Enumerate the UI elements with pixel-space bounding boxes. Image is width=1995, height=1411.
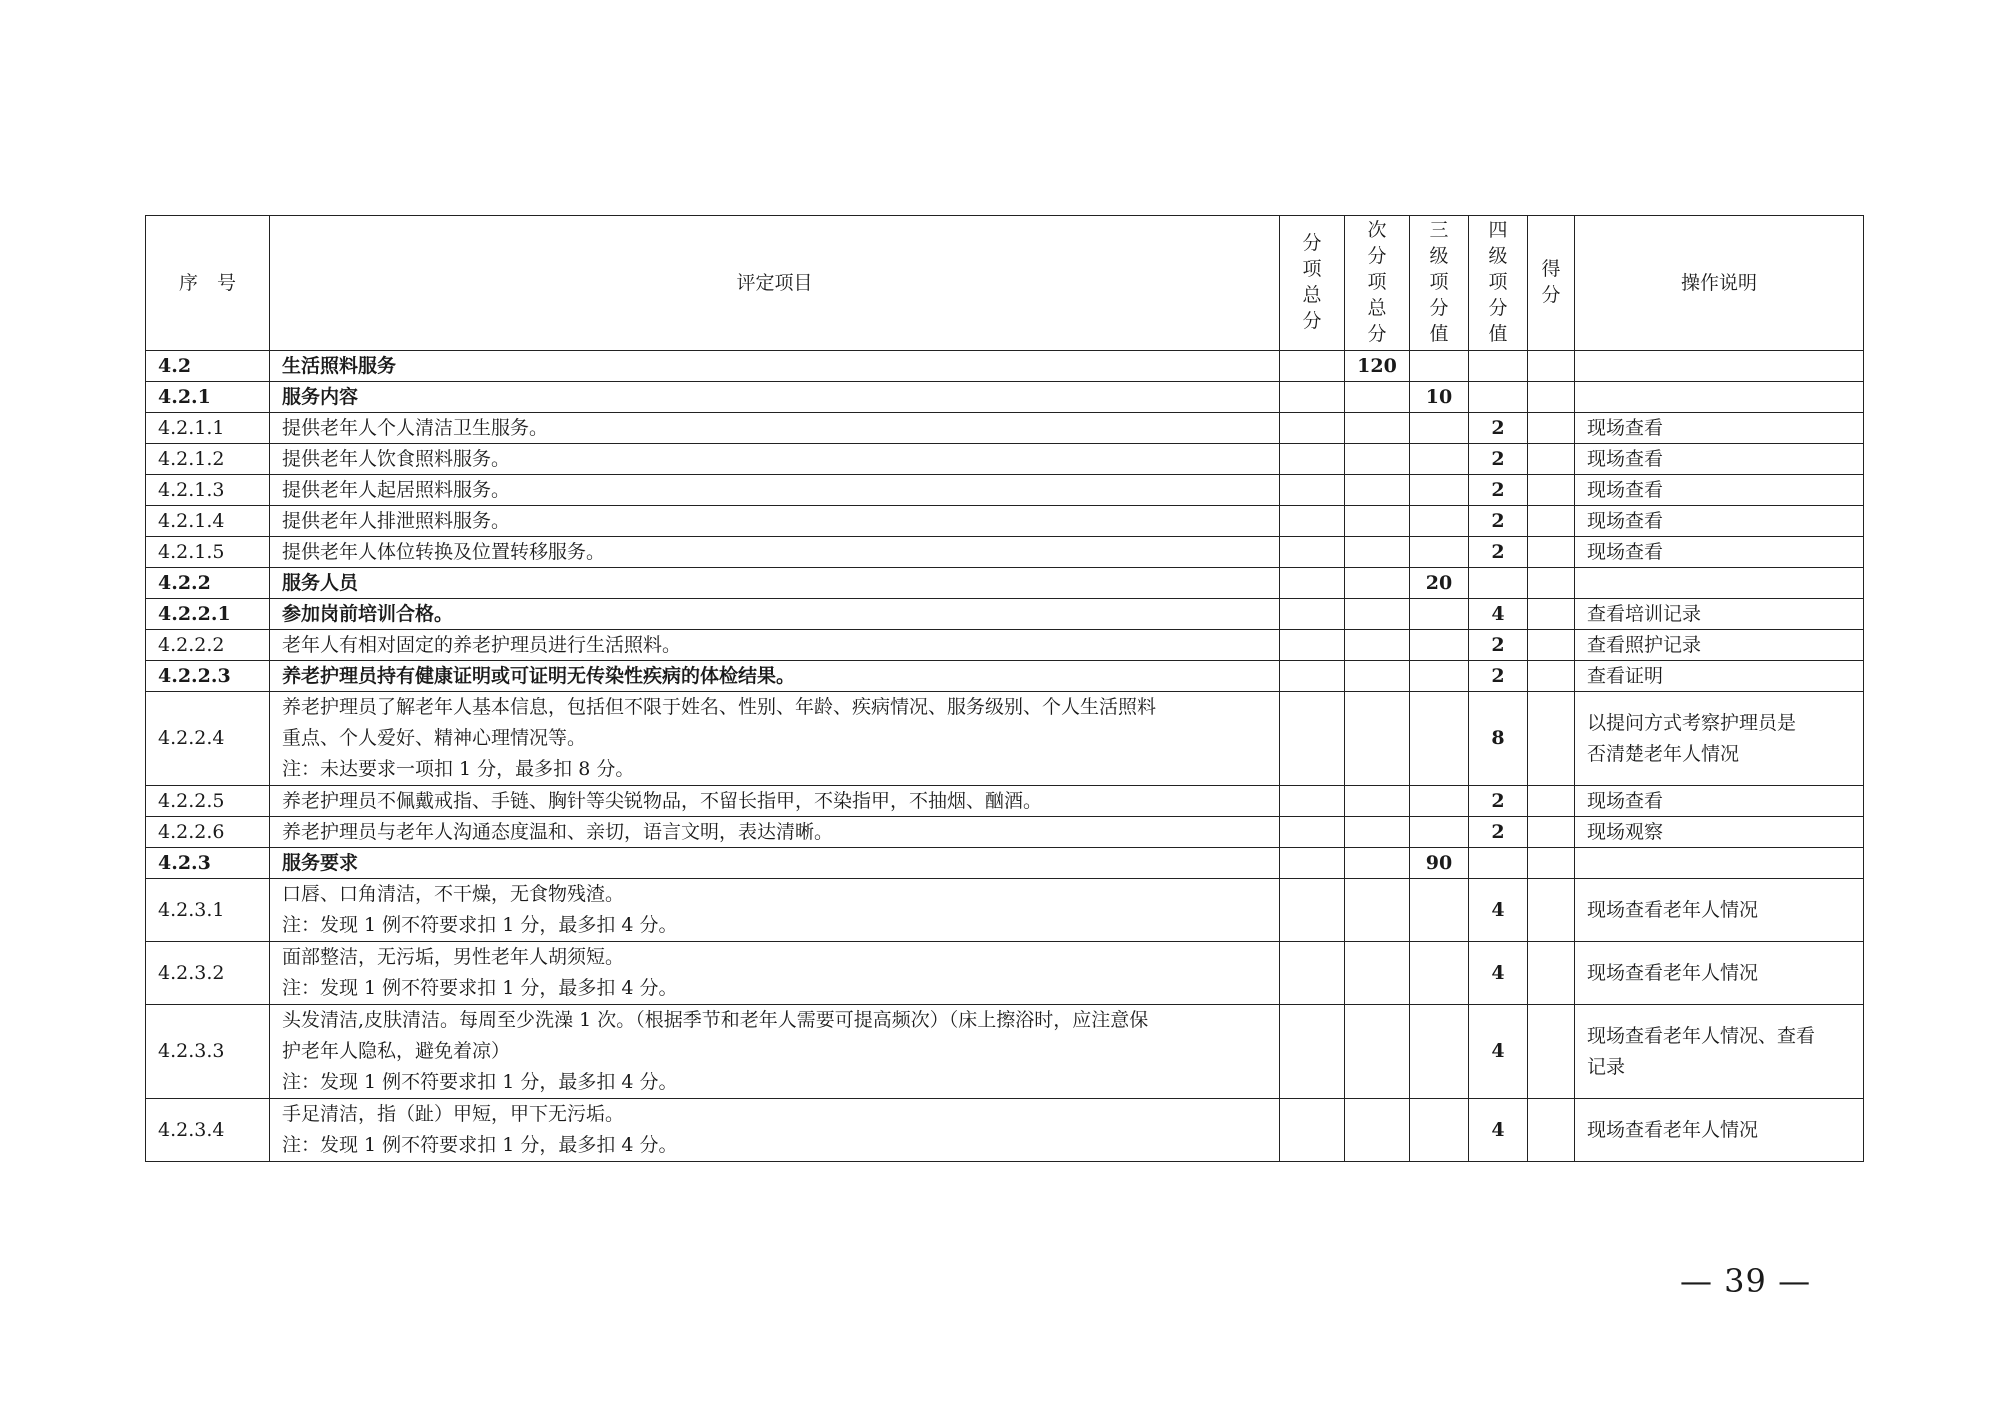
row-level3 [1410, 786, 1469, 817]
row-item [270, 1005, 1280, 1099]
row-level3: 20 [1410, 568, 1469, 599]
row-seq: 4.2.2.3 [146, 661, 270, 692]
item-text-line: 生活照料服务 [282, 355, 397, 377]
row-item [270, 568, 1280, 599]
row-sub-total [1280, 506, 1345, 537]
evaluation-table [145, 215, 1864, 1162]
row-note [1575, 786, 1864, 817]
row-score [1528, 382, 1575, 413]
row-score [1528, 879, 1575, 942]
row-next-total [1345, 382, 1410, 413]
item-text-line: 注：发现 1 例不符要求扣 1 分，最多扣 4 分。 [282, 914, 678, 936]
note-text-line: 现场查看 [1587, 510, 1664, 532]
table-row [146, 413, 1864, 444]
row-sub-total [1280, 413, 1345, 444]
row-level3 [1410, 817, 1469, 848]
item-text-line: 养老护理员不佩戴戒指、手链、胸针等尖锐物品，不留长指甲，不染指甲，不抽烟、酗酒。 [282, 790, 1043, 812]
row-next-total [1345, 413, 1410, 444]
row-score [1528, 568, 1575, 599]
row-next-total [1345, 692, 1410, 786]
row-seq: 4.2.1 [146, 382, 270, 413]
row-sub-total [1280, 1005, 1345, 1099]
row-score [1528, 506, 1575, 537]
row-level4: 2 [1469, 537, 1528, 568]
row-level4: 4 [1469, 942, 1528, 1005]
row-next-total [1345, 661, 1410, 692]
note-text-line: 现场查看老年人情况 [1587, 1118, 1759, 1141]
row-item [270, 413, 1280, 444]
row-level4: 4 [1469, 1005, 1528, 1099]
row-score [1528, 413, 1575, 444]
row-level3 [1410, 942, 1469, 1005]
table-row [146, 537, 1864, 568]
note-text-line: 以提问方式考察护理员是 [1587, 711, 1797, 734]
row-level4: 2 [1469, 413, 1528, 444]
row-next-total [1345, 599, 1410, 630]
note-text-line: 否清楚老年人情况 [1587, 742, 1740, 765]
row-level4: 2 [1469, 661, 1528, 692]
row-next-total [1345, 537, 1410, 568]
header-score: 得分 [1528, 216, 1575, 351]
table-row [146, 444, 1864, 475]
row-level4: 2 [1469, 475, 1528, 506]
table-row [146, 1099, 1864, 1162]
row-sub-total [1280, 1099, 1345, 1162]
row-seq: 4.2.2.2 [146, 630, 270, 661]
item-text-line: 头发清洁,皮肤清洁。每周至少洗澡 1 次。（根据季节和老年人需要可提高频次）（床上擦浴时，应注意保 [282, 1009, 1149, 1031]
item-text-line: 提供老年人排泄照料服务。 [282, 510, 511, 532]
row-item [270, 692, 1280, 786]
row-level3 [1410, 630, 1469, 661]
header-seq: 序 号 [146, 216, 270, 351]
row-seq: 4.2.1.5 [146, 537, 270, 568]
item-text-line: 养老护理员与老年人沟通态度温和、亲切，语言文明，表达清晰。 [282, 821, 834, 843]
row-sub-total [1280, 444, 1345, 475]
table-row [146, 630, 1864, 661]
row-sub-total [1280, 568, 1345, 599]
row-sub-total [1280, 661, 1345, 692]
row-seq: 4.2.3.3 [146, 1005, 270, 1099]
item-text-line: 服务要求 [282, 852, 359, 874]
row-next-total [1345, 568, 1410, 599]
header-next-total: 次分项总分 [1345, 216, 1410, 351]
note-text-line: 查看证明 [1587, 665, 1664, 687]
row-seq: 4.2 [146, 351, 270, 382]
row-score [1528, 599, 1575, 630]
row-next-total [1345, 630, 1410, 661]
note-text-line: 现场查看 [1587, 417, 1664, 439]
note-text-line: 现场查看 [1587, 448, 1664, 470]
row-next-total: 120 [1345, 351, 1410, 382]
row-note [1575, 413, 1864, 444]
row-sub-total [1280, 351, 1345, 382]
row-note [1575, 382, 1864, 413]
item-text-line: 口唇、口角清洁，不干燥，无食物残渣。 [282, 883, 625, 905]
item-text-line: 提供老年人饮食照料服务。 [282, 448, 511, 470]
row-note [1575, 444, 1864, 475]
header-row [146, 216, 1864, 351]
item-text-line: 手足清洁，指（趾）甲短，甲下无污垢。 [282, 1103, 625, 1125]
note-text-line: 查看培训记录 [1587, 603, 1702, 625]
row-item [270, 537, 1280, 568]
row-next-total [1345, 786, 1410, 817]
row-level3 [1410, 413, 1469, 444]
table-row [146, 942, 1864, 1005]
row-level3 [1410, 506, 1469, 537]
row-seq: 4.2.1.2 [146, 444, 270, 475]
row-level4: 4 [1469, 599, 1528, 630]
row-note [1575, 817, 1864, 848]
row-sub-total [1280, 942, 1345, 1005]
table-row [146, 817, 1864, 848]
row-sub-total [1280, 786, 1345, 817]
item-text-line: 注：发现 1 例不符要求扣 1 分，最多扣 4 分。 [282, 977, 678, 999]
row-level3 [1410, 692, 1469, 786]
row-item [270, 351, 1280, 382]
row-level3: 90 [1410, 848, 1469, 879]
item-text-line: 面部整洁，无污垢，男性老年人胡须短。 [282, 946, 625, 968]
row-sub-total [1280, 848, 1345, 879]
row-level4: 2 [1469, 630, 1528, 661]
row-seq: 4.2.2 [146, 568, 270, 599]
table-row [146, 661, 1864, 692]
row-next-total [1345, 1099, 1410, 1162]
row-item [270, 630, 1280, 661]
row-level4: 4 [1469, 879, 1528, 942]
row-sub-total [1280, 692, 1345, 786]
row-note [1575, 1099, 1864, 1162]
note-text-line: 记录 [1587, 1055, 1626, 1078]
row-note [1575, 506, 1864, 537]
note-text-line: 查看照护记录 [1587, 634, 1702, 656]
row-seq: 4.2.3.2 [146, 942, 270, 1005]
table-row [146, 1005, 1864, 1099]
row-item [270, 475, 1280, 506]
row-sub-total [1280, 817, 1345, 848]
table-row [146, 786, 1864, 817]
note-text-line: 现场查看老年人情况 [1587, 961, 1759, 984]
note-text-line: 现场查看老年人情况 [1587, 898, 1759, 921]
row-next-total [1345, 817, 1410, 848]
header-level3: 三级项分值 [1410, 216, 1469, 351]
row-note [1575, 351, 1864, 382]
header-item: 评定项目 [270, 216, 1280, 351]
row-item [270, 879, 1280, 942]
row-score [1528, 692, 1575, 786]
row-note [1575, 1005, 1864, 1099]
row-score [1528, 786, 1575, 817]
item-text-line: 老年人有相对固定的养老护理员进行生活照料。 [282, 634, 682, 656]
row-level4 [1469, 382, 1528, 413]
row-next-total [1345, 1005, 1410, 1099]
table-row [146, 599, 1864, 630]
row-level3: 10 [1410, 382, 1469, 413]
row-note [1575, 568, 1864, 599]
row-score [1528, 942, 1575, 1005]
row-item [270, 848, 1280, 879]
table-row [146, 351, 1864, 382]
row-score [1528, 630, 1575, 661]
row-note [1575, 942, 1864, 1005]
row-note [1575, 599, 1864, 630]
row-level4: 2 [1469, 817, 1528, 848]
row-level4: 2 [1469, 786, 1528, 817]
row-item [270, 817, 1280, 848]
row-level4 [1469, 568, 1528, 599]
note-text-line: 现场查看老年人情况、查看 [1587, 1024, 1816, 1047]
row-score [1528, 475, 1575, 506]
row-sub-total [1280, 537, 1345, 568]
row-level4: 4 [1469, 1099, 1528, 1162]
header-note: 操作说明 [1575, 216, 1864, 351]
row-note [1575, 475, 1864, 506]
row-score [1528, 1005, 1575, 1099]
row-item [270, 1099, 1280, 1162]
row-seq: 4.2.2.5 [146, 786, 270, 817]
row-next-total [1345, 879, 1410, 942]
row-seq: 4.2.3.4 [146, 1099, 270, 1162]
row-level3 [1410, 537, 1469, 568]
row-sub-total [1280, 382, 1345, 413]
row-seq: 4.2.1.3 [146, 475, 270, 506]
item-text-line: 服务内容 [282, 386, 359, 408]
item-text-line: 提供老年人个人清洁卫生服务。 [282, 417, 549, 439]
table-row [146, 506, 1864, 537]
header-sub-total: 分项总分 [1280, 216, 1345, 351]
table-row [146, 848, 1864, 879]
note-text-line: 现场查看 [1587, 541, 1664, 563]
row-level3 [1410, 1099, 1469, 1162]
table-row [146, 568, 1864, 599]
item-text-line: 服务人员 [282, 572, 359, 594]
row-score [1528, 351, 1575, 382]
row-note [1575, 661, 1864, 692]
table-row [146, 382, 1864, 413]
row-seq: 4.2.1.1 [146, 413, 270, 444]
row-next-total [1345, 475, 1410, 506]
row-score [1528, 848, 1575, 879]
row-score [1528, 661, 1575, 692]
row-level3 [1410, 475, 1469, 506]
item-text-line: 提供老年人体位转换及位置转移服务。 [282, 541, 606, 563]
row-seq: 4.2.2.4 [146, 692, 270, 786]
row-next-total [1345, 444, 1410, 475]
row-level3 [1410, 444, 1469, 475]
row-level4 [1469, 848, 1528, 879]
item-text-line: 护老年人隐私，避免着凉） [282, 1040, 511, 1062]
item-text-line: 参加岗前培训合格。 [282, 603, 454, 625]
row-score [1528, 444, 1575, 475]
row-seq: 4.2.2.6 [146, 817, 270, 848]
page-number: — 39 — [1680, 1262, 1812, 1300]
note-text-line: 现场观察 [1587, 821, 1664, 843]
row-note [1575, 879, 1864, 942]
row-level3 [1410, 351, 1469, 382]
row-item [270, 506, 1280, 537]
row-seq: 4.2.3 [146, 848, 270, 879]
row-score [1528, 817, 1575, 848]
row-sub-total [1280, 599, 1345, 630]
row-note [1575, 848, 1864, 879]
row-item [270, 599, 1280, 630]
row-item [270, 942, 1280, 1005]
row-seq: 4.2.3.1 [146, 879, 270, 942]
item-text-line: 提供老年人起居照料服务。 [282, 479, 511, 501]
item-text-line: 注：发现 1 例不符要求扣 1 分，最多扣 4 分。 [282, 1134, 678, 1156]
table-body [146, 351, 1864, 1162]
table-row [146, 879, 1864, 942]
row-seq: 4.2.2.1 [146, 599, 270, 630]
row-level3 [1410, 1005, 1469, 1099]
item-text-line: 注：发现 1 例不符要求扣 1 分，最多扣 4 分。 [282, 1071, 678, 1093]
row-next-total [1345, 848, 1410, 879]
row-next-total [1345, 942, 1410, 1005]
item-text-line: 养老护理员持有健康证明或可证明无传染性疾病的体检结果。 [282, 665, 796, 687]
row-level4: 2 [1469, 506, 1528, 537]
item-text-line: 注：未达要求一项扣 1 分，最多扣 8 分。 [282, 758, 635, 780]
row-note [1575, 692, 1864, 786]
item-text-line: 重点、个人爱好、精神心理情况等。 [282, 727, 587, 749]
header-level4: 四级项分值 [1469, 216, 1528, 351]
table-row [146, 475, 1864, 506]
row-item [270, 382, 1280, 413]
row-level3 [1410, 879, 1469, 942]
row-item [270, 786, 1280, 817]
table-row [146, 692, 1864, 786]
row-score [1528, 1099, 1575, 1162]
row-level3 [1410, 661, 1469, 692]
row-sub-total [1280, 879, 1345, 942]
row-level4: 2 [1469, 444, 1528, 475]
item-text-line: 养老护理员了解老年人基本信息，包括但不限于姓名、性别、年龄、疾病情况、服务级别、个人生活照料 [282, 696, 1157, 718]
row-seq: 4.2.1.4 [146, 506, 270, 537]
row-note [1575, 630, 1864, 661]
note-text-line: 现场查看 [1587, 790, 1664, 812]
row-next-total [1345, 506, 1410, 537]
row-item [270, 444, 1280, 475]
row-note [1575, 537, 1864, 568]
row-sub-total [1280, 475, 1345, 506]
row-level4 [1469, 351, 1528, 382]
row-score [1528, 537, 1575, 568]
row-level4: 8 [1469, 692, 1528, 786]
note-text-line: 现场查看 [1587, 479, 1664, 501]
row-level3 [1410, 599, 1469, 630]
row-item [270, 661, 1280, 692]
row-sub-total [1280, 630, 1345, 661]
